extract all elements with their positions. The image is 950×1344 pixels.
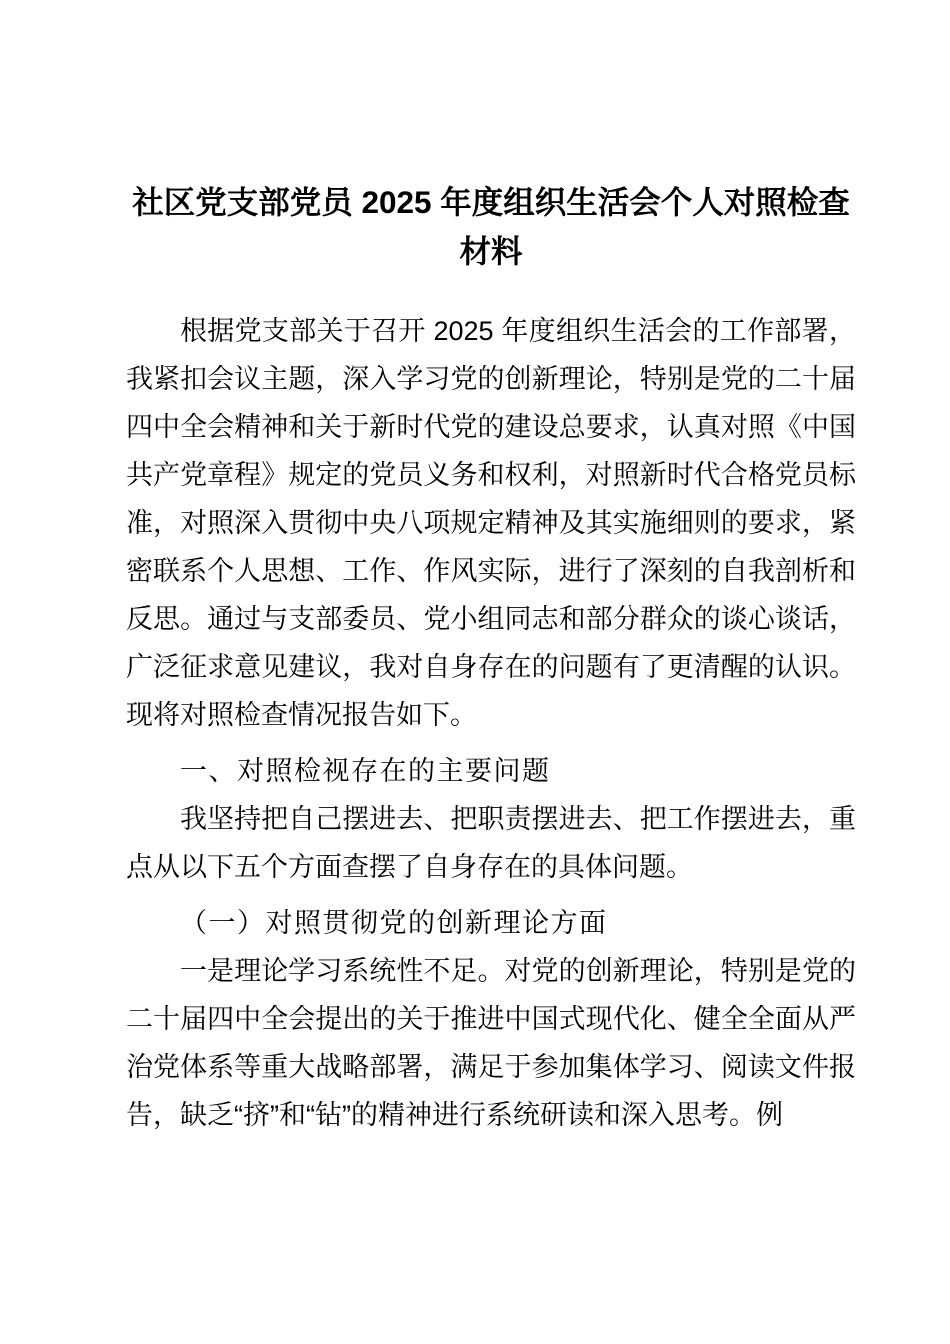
paragraph: （一）对照贯彻党的创新理论方面 — [180, 908, 608, 938]
document-body — [126, 307, 856, 1139]
paragraph: 我坚持把自己摆进去、把职责摆进去、把工作摆进去，重点从以下五个方面查摆了自身存在的具体问题。 — [126, 804, 856, 882]
paragraph: 一、对照检视存在的主要问题 — [180, 756, 551, 786]
paragraph: 根据党支部关于召开 2025 年度组织生活会的工作部署，我紧扣会议主题，深入学习党的创新理论，特别是党的二十届四中全会精神和关于新时代党的建设总要求，认真对照《中国共产党章程》规定的党员义务和权利，对照新时代合格党员标准，对照深入贯彻中央八项规定精神及其实施细则的要求，紧密联系个人思想、工作、作风实际，进行了深刻的自我剖析和反思。通过与支部委员、党小组同志和部分群众的谈心谈话，广泛征求意见建议，我对自身存在的问题有了更清醒的认识。现将对照检查情况报告如下。 — [126, 316, 856, 730]
document-title: 社区党支部党员 2025 年度组织生活会个人对照检查材料 — [132, 184, 850, 269]
paragraph: 一是理论学习系统性不足。对党的创新理论，特别是党的二十届四中全会提出的关于推进中国式现代化、健全全面从严治党体系等重大战略部署，满足于参加集体学习、阅读文件报告，缺乏“挤”和“钻”的精神进行系统研读和深入思考。例 — [126, 956, 856, 1130]
